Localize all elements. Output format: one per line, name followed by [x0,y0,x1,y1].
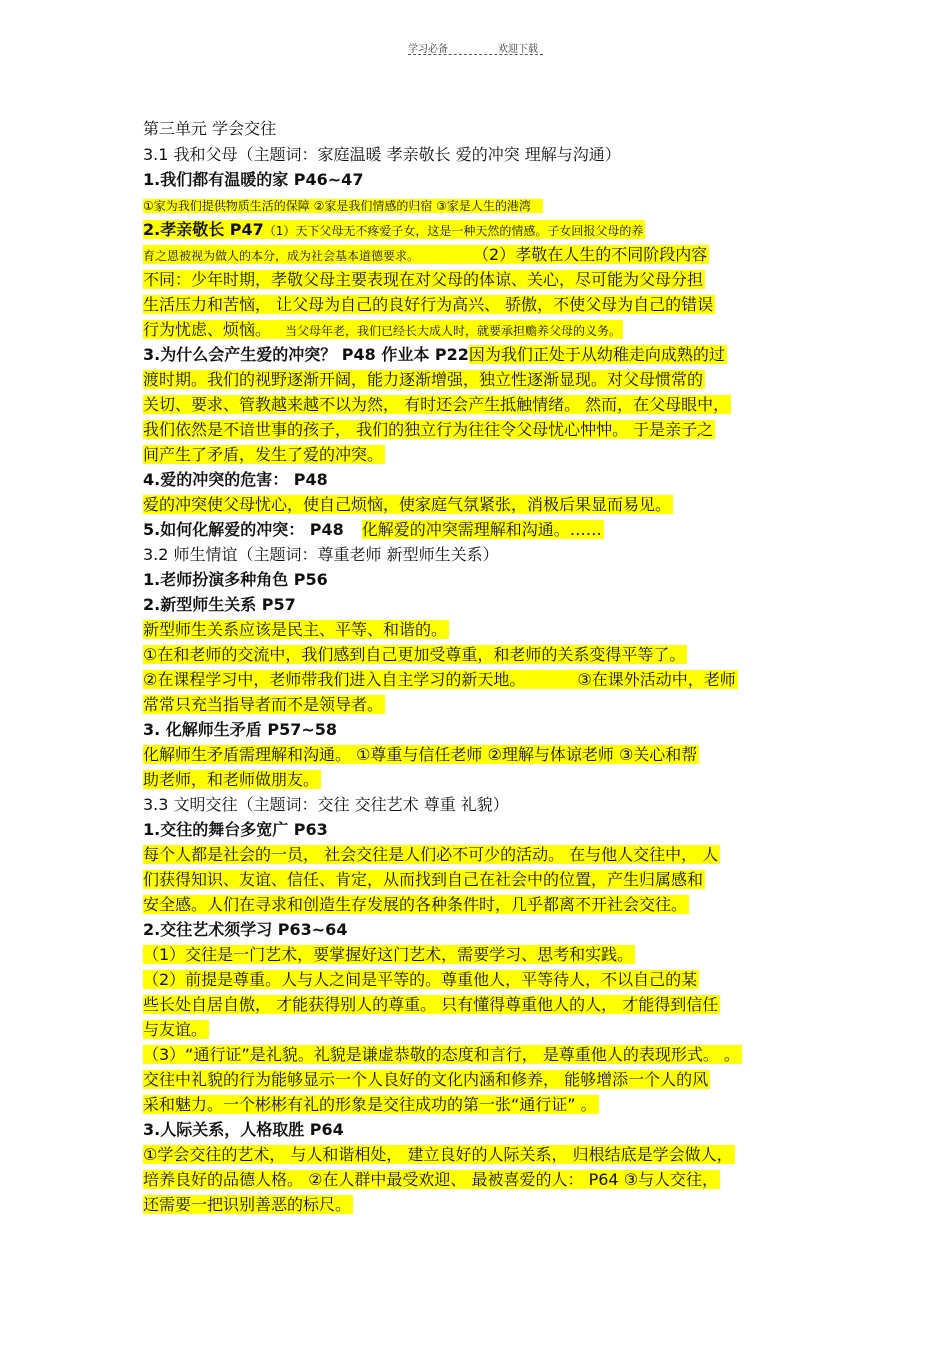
highlighted-line: 与友谊。 [143,1020,208,1039]
subheading-with-text: 3.为什么会产生爱的冲突？ P48 作业本 P22因为我们正处于从幼稚走向成熟的过 [143,345,725,364]
highlighted-line: ②在课程学习中，老师带我们进入自主学习的新天地。 ③在课外活动中，老师 [143,670,736,689]
highlighted-line: 关切、要求、管教越来越不以为然， 有时还会产生抵触情绪。 然而，在父母眼中， [143,395,730,414]
highlighted-line: 安全感。人们在寻求和创造生存发展的各种条件时，几乎都离不开社会交往。 [143,895,688,914]
highlighted-line: 们获得知识、友谊、信任、肯定，从而找到自己在社会中的位置，产生归属感和 [143,870,704,889]
highlighted-line: 不同：少年时期，孝敬父母主要表现在对父母的体谅、关心，尽可能为父母分担 [143,270,704,289]
header-rule [408,54,543,55]
highlighted-line: ①在和老师的交流中，我们感到自己更加受尊重，和老师的关系变得平等了。 [143,645,686,664]
highlighted-line: 新型师生关系应该是民主、平等、和谐的。 [143,620,448,639]
highlighted-line: 生活压力和苦恼， 让父母为自己的良好行为高兴、 骄傲，不使父母为自己的错误 [143,295,714,314]
highlighted-line: 每个人都是社会的一员， 社会交往是人们必不可少的活动。 在与他人交往中， 人 [143,845,719,864]
subheading-with-text: 2.孝亲敬长 P47（1）天下父母无不疼爱子女，这是一种天然的情感。子女回报父母的养 [143,220,644,239]
section-heading: 3.2 师生情谊（主题词：尊重老师 新型师生关系） [143,545,499,564]
highlighted-line: （3）“通行证”是礼貌。礼貌是谦虚恭敬的态度和言行， 是尊重他人的表现形式。 。 [143,1045,740,1064]
subheading: 2.交往艺术须学习 P63~64 [143,920,348,939]
highlighted-line: （1）交往是一门艺术，要掌握好这门艺术，需要学习、思考和实践。 [143,945,634,964]
highlighted-line: 间产生了矛盾，发生了爱的冲突。 [143,445,384,464]
highlighted-line: 爱的冲突使父母忧心，使自己烦恼，使家庭气氛紧张，消极后果显而易见。 [143,495,672,514]
highlighted-line: 助老师，和老师做朋友。 [143,770,320,789]
section-heading: 3.3 文明交往（主题词：交往 交往艺术 尊重 礼貌） [143,795,509,814]
subheading-with-text: 5.如何化解爱的冲突： P48 化解爱的冲突需理解和沟通。…… [143,520,602,539]
subheading: 4.爱的冲突的危害： P48 [143,470,328,489]
highlighted-line: 些长处自居自傲， 才能获得别人的尊重。 只有懂得尊重他人的人， 才能得到信任 [143,995,719,1014]
subheading: 1.老师扮演多种角色 P56 [143,570,328,589]
header-left-text: 学习必备 [408,44,448,55]
highlighted-line: 行为忧虑、烦恼。 当父母年老，我们已经长大成人时，就要承担赡养父母的义务。 [143,320,622,339]
highlighted-line: ①家为我们提供物质生活的保障 ②家是我们情感的归宿 ③家是人生的港湾 [143,192,543,217]
highlighted-line: 培养良好的品德人格。 ②在人群中最受欢迎、 最被喜爱的人： P64 ③与人交往， [143,1170,719,1189]
highlighted-line: （2）前提是尊重。人与人之间是平等的。尊重他人，平等待人，不以自己的某 [143,970,698,989]
subheading: 2.新型师生关系 P57 [143,595,296,614]
highlighted-line: 育之恩被视为做人的本分，成为社会基本道德要求。 （2）孝敬在人生的不同阶段内容 [143,245,708,264]
page-header [408,38,543,58]
unit-title: 第三单元 学会交往 [143,119,277,138]
subheading: 3. 化解师生矛盾 P57~58 [143,720,338,739]
highlighted-line: ①学会交往的艺术， 与人和谐相处， 建立良好的人际关系， 归根结底是学会做人， [143,1145,733,1164]
highlighted-line: 采和魅力。一个彬彬有礼的形象是交往成功的第一张“通行证” 。 [143,1095,597,1114]
highlighted-line: 还需要一把识别善恶的标尺。 [143,1195,352,1214]
highlighted-line: 我们依然是不谙世事的孩子， 我们的独立行为往往令父母忧心忡忡。 于是亲子之 [143,420,714,439]
subheading: 3.人际关系，人格取胜 P64 [143,1120,344,1139]
highlighted-line: 交往中礼貌的行为能够显示一个人良好的文化内涵和修养， 能够增添一个人的风 [143,1070,709,1089]
subheading: 1.交往的舞台多宽广 P63 [143,820,328,839]
subheading: 1.我们都有温暖的家 P46~47 [143,170,364,189]
highlighted-line: 常常只充当指导者而不是领导者。 [143,695,384,714]
section-heading: 3.1 我和父母（主题词：家庭温暖 孝亲敬长 爱的冲突 理解与沟通） [143,145,621,164]
highlighted-line: 渡时期。我们的视野逐渐开阔，能力逐渐增强，独立性逐渐显现。对父母惯常的 [143,370,704,389]
highlighted-line: 化解师生矛盾需理解和沟通。 ①尊重与信任老师 ②理解与体谅老师 ③关心和帮 [143,745,698,764]
header-right-text: 欢迎下载 [498,44,538,55]
